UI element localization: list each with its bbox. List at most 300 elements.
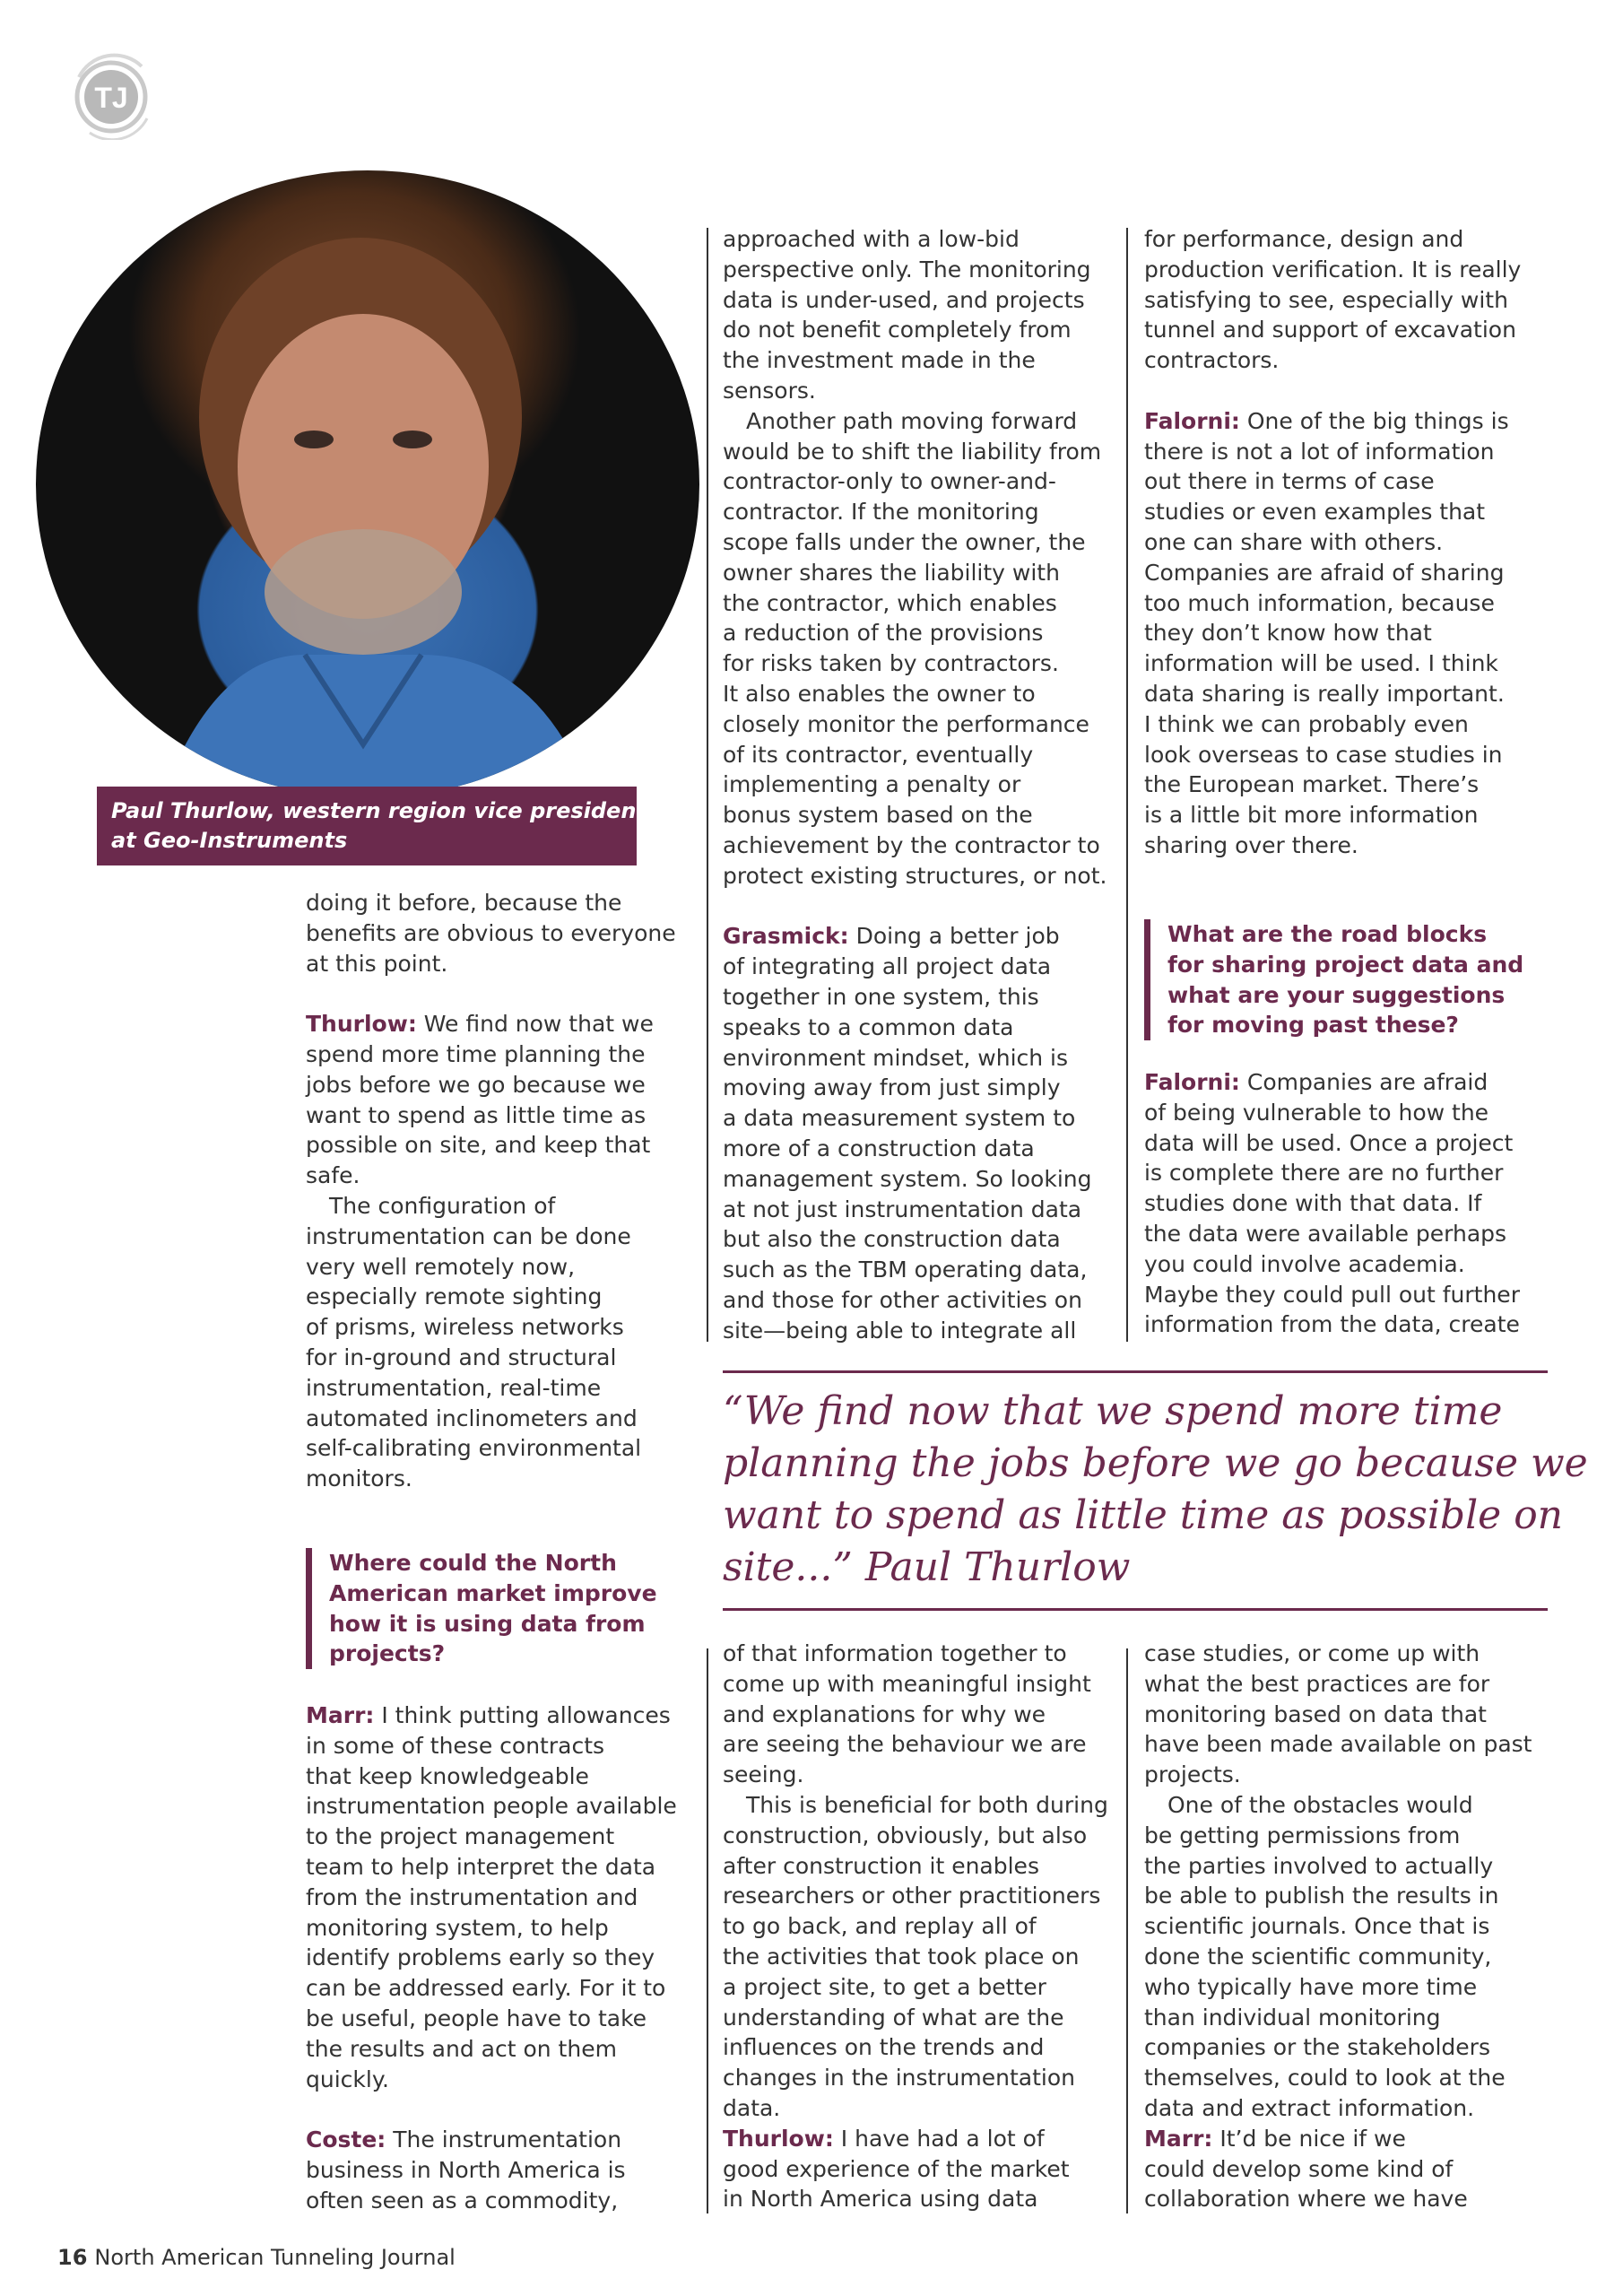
- text-line: [723, 1881, 1108, 1911]
- line-text: I have had a lot of: [833, 2125, 1045, 2152]
- text-line: [723, 1790, 1108, 1821]
- text-line: [723, 709, 1107, 740]
- text-line: [306, 1731, 677, 1761]
- text-line: [723, 861, 1107, 891]
- paragraph-gap: [1144, 376, 1521, 406]
- line-text: Companies are afraid of sharing: [1144, 559, 1505, 586]
- text-line: [723, 1669, 1108, 1700]
- line-text: come up with meaningful insight: [723, 1670, 1091, 1697]
- text-line: [306, 1852, 677, 1883]
- speaker-name: Marr:: [1144, 2125, 1213, 2152]
- text-line: [723, 1639, 1108, 1669]
- text-line: [1144, 1249, 1520, 1280]
- column-divider: [1126, 228, 1128, 1342]
- paragraph-gap: [306, 2094, 677, 2125]
- text-line: [1144, 1911, 1532, 1942]
- text-line: [1144, 618, 1521, 648]
- line-text: tunnel and support of excavation: [1144, 317, 1516, 344]
- text-line: [1144, 1219, 1520, 1249]
- text-line: [306, 1913, 677, 1944]
- line-text: instrumentation people available: [306, 1793, 677, 1820]
- text-line: [723, 1013, 1107, 1043]
- text-line: [306, 1883, 677, 1913]
- line-text: too much information, because: [1144, 589, 1495, 616]
- line-text: at not just instrumentation data: [723, 1196, 1082, 1222]
- line-text: identify problems early so they: [306, 1944, 655, 1971]
- question-line: how it is using data from: [329, 1610, 646, 1637]
- text-line: [1144, 709, 1521, 740]
- line-text: that keep knowledgeable: [306, 1762, 589, 1789]
- line-text: want to spend as little time as: [306, 1101, 647, 1128]
- question-line: for sharing project data and: [1167, 951, 1524, 978]
- line-text: We find now that we: [416, 1011, 654, 1038]
- text-line: [723, 1316, 1107, 1346]
- text-line: [723, 1942, 1108, 1972]
- line-text: I think putting allowances: [374, 1702, 671, 1728]
- text-line: [723, 1195, 1107, 1225]
- line-text: doing it before, because the: [306, 890, 622, 916]
- line-text: Maybe they could pull out further: [1144, 1281, 1520, 1308]
- line-text: of integrating all project data: [723, 953, 1052, 980]
- text-line: [1144, 1098, 1520, 1128]
- text-line: [723, 588, 1107, 619]
- text-line: [1144, 770, 1521, 800]
- line-text: are seeing the behaviour we are: [723, 1731, 1087, 1758]
- line-text: out there in terms of case: [1144, 468, 1435, 495]
- text-line: [306, 1464, 676, 1494]
- text-line: [1144, 588, 1521, 619]
- line-text: business in North America is: [306, 2156, 626, 2183]
- text-line: [723, 618, 1107, 648]
- text-line: [1144, 1158, 1520, 1188]
- pull-quote-line: “We find now that we spend more time: [723, 1388, 1503, 1434]
- line-text: of its contractor, eventually: [723, 741, 1034, 768]
- line-text: done the scientific community,: [1144, 1943, 1492, 1970]
- line-text: monitoring system, to help: [306, 1914, 609, 1941]
- line-text: closely monitor the performance: [723, 710, 1089, 737]
- line-text: I think we can probably even: [1144, 710, 1469, 737]
- text-line: [306, 1222, 676, 1252]
- text-line: [306, 2125, 677, 2155]
- text-line: [1144, 740, 1521, 770]
- line-text: very well remotely now,: [306, 1253, 576, 1280]
- text-line: [306, 2034, 677, 2065]
- line-text: especially remote sighting: [306, 1283, 603, 1310]
- pull-quote-text: [723, 1373, 1588, 1608]
- line-text: quickly.: [306, 2066, 390, 2092]
- line-text: monitoring based on data that: [1144, 1700, 1487, 1727]
- text-line: [723, 1073, 1107, 1103]
- text-line: [1144, 1067, 1520, 1098]
- line-text: there is not a lot of information: [1144, 438, 1495, 465]
- line-text: scientific journals. Once that is: [1144, 1913, 1490, 1940]
- line-text: One of the obstacles would: [1167, 1791, 1473, 1818]
- line-text: Doing a better job: [848, 923, 1060, 950]
- text-line: [306, 888, 676, 918]
- column-3-bottom: [1144, 1639, 1532, 2214]
- question-line: American market improve: [329, 1579, 657, 1606]
- caption-line: Paul Thurlow, western region vice president: [111, 798, 647, 823]
- line-text: case studies, or come up with: [1144, 1640, 1480, 1666]
- line-text: jobs before we go because we: [306, 1071, 646, 1098]
- text-line: [1144, 497, 1521, 527]
- text-line: [306, 1943, 677, 1973]
- question-line: What are the road blocks: [1167, 921, 1488, 947]
- text-line: [1144, 1729, 1532, 1760]
- line-text: benefits are obvious to everyone: [306, 919, 676, 946]
- line-text: This is beneficial for both during: [746, 1791, 1108, 1818]
- text-line: [306, 1252, 676, 1283]
- line-text: collaboration where we have: [1144, 2186, 1468, 2213]
- text-line: [723, 1729, 1108, 1760]
- line-text: production verification. It is really: [1144, 256, 1522, 283]
- text-line: [1144, 224, 1521, 255]
- line-text: environment mindset, which is: [723, 1044, 1069, 1071]
- text-line: [306, 1404, 676, 1434]
- text-line: [723, 648, 1107, 679]
- text-line: [306, 2186, 677, 2216]
- text-line: [306, 1100, 676, 1131]
- line-text: satisfying to see, especially with: [1144, 286, 1508, 313]
- line-text: together in one system, this: [723, 983, 1039, 1010]
- text-line: [723, 1911, 1108, 1942]
- text-line: [1144, 1639, 1532, 1669]
- line-text: the European market. There’s: [1144, 771, 1480, 798]
- line-text: the parties involved to actually: [1144, 1852, 1494, 1879]
- line-text: do not benefit completely from: [723, 317, 1072, 344]
- pull-quote-rule: [723, 1608, 1548, 1611]
- pull-quote-line: planning the jobs before we go because we: [723, 1440, 1588, 1486]
- line-text: of that information together to: [723, 1640, 1067, 1666]
- text-line: [1144, 679, 1521, 709]
- line-text: management system. So looking: [723, 1165, 1092, 1192]
- line-text: The instrumentation: [386, 2126, 622, 2153]
- text-line: [306, 949, 676, 979]
- text-line: [723, 315, 1107, 345]
- paragraph-gap: [306, 978, 676, 1009]
- line-text: companies or the stakeholders: [1144, 2034, 1490, 2061]
- text-line: [723, 437, 1107, 467]
- text-line: [1144, 648, 1521, 679]
- text-line: [306, 1791, 677, 1822]
- line-text: approached with a low-bid: [723, 226, 1020, 252]
- text-line: [1144, 1972, 1532, 2003]
- text-line: [306, 1191, 676, 1222]
- line-text: of prisms, wireless networks: [306, 1314, 624, 1341]
- text-line: [723, 831, 1107, 861]
- text-line: [306, 1700, 677, 1731]
- line-text: data sharing is really important.: [1144, 680, 1505, 707]
- line-text: scope falls under the owner, the: [723, 528, 1086, 555]
- line-text: studies done with that data. If: [1144, 1190, 1482, 1217]
- question-line: Where could the North: [329, 1550, 617, 1576]
- line-text: It’d be nice if we: [1212, 2125, 1406, 2152]
- line-text: you could involve academia.: [1144, 1250, 1465, 1277]
- line-text: information will be used. I think: [1144, 650, 1498, 677]
- line-text: changes in the instrumentation: [723, 2065, 1076, 2092]
- column-1-bottom: [306, 1700, 677, 2216]
- line-text: can be addressed early. For it to: [306, 1975, 666, 2002]
- line-text: team to help interpret the data: [306, 1853, 656, 1880]
- speaker-name: Thurlow:: [306, 1011, 417, 1038]
- text-line: [723, 1700, 1108, 1730]
- line-text: bonus system based on the: [723, 802, 1033, 829]
- photo-caption: [97, 787, 647, 865]
- text-line: [723, 558, 1107, 588]
- line-text: contractor. If the monitoring: [723, 499, 1039, 526]
- line-text: who typically have more time: [1144, 1973, 1478, 2000]
- line-text: be useful, people have to take: [306, 2005, 647, 2031]
- line-text: Companies are afraid: [1239, 1069, 1488, 1095]
- text-line: [723, 2093, 1108, 2124]
- text-line: [306, 1822, 677, 1852]
- line-text: monitors.: [306, 1465, 412, 1492]
- text-line: [1144, 285, 1521, 316]
- line-text: to the project management: [306, 1823, 615, 1850]
- line-text: projects.: [1144, 1761, 1241, 1788]
- text-line: [1144, 558, 1521, 588]
- line-text: is a little bit more information: [1144, 802, 1479, 829]
- text-line: [1144, 2093, 1532, 2124]
- line-text: It also enables the owner to: [723, 680, 1036, 707]
- text-line: [723, 527, 1107, 558]
- line-text: owner shares the liability with: [723, 559, 1060, 586]
- question-line: projects?: [329, 1640, 446, 1667]
- tj-logo-icon: [72, 50, 152, 140]
- text-line: [306, 2004, 677, 2034]
- text-line: [723, 285, 1107, 316]
- line-text: understanding of what are the: [723, 2004, 1064, 2031]
- text-line: [723, 2124, 1108, 2154]
- line-text: automated inclinometers and: [306, 1405, 638, 1431]
- text-line: [306, 1973, 677, 2004]
- portrait-photo: [36, 170, 699, 798]
- column-2-bottom: [723, 1639, 1108, 2214]
- text-line: [1144, 1760, 1532, 1790]
- line-text: data.: [723, 2094, 781, 2121]
- line-text: contractor-only to owner-and-: [723, 468, 1056, 495]
- line-text: achievement by the contractor to: [723, 831, 1100, 858]
- text-line: [1144, 527, 1521, 558]
- column-divider: [1126, 1648, 1128, 2213]
- text-line: [1144, 437, 1521, 467]
- text-line: [723, 2154, 1108, 2185]
- text-line: [1144, 2154, 1532, 2185]
- text-line: [723, 952, 1107, 982]
- speaker-name: Marr:: [306, 1702, 375, 1728]
- line-text: have been made available on past: [1144, 1731, 1532, 1758]
- line-text: perspective only. The monitoring: [723, 256, 1091, 283]
- text-line: [1144, 2032, 1532, 2063]
- line-text: be able to publish the results in: [1144, 1883, 1499, 1909]
- text-line: [1144, 1128, 1520, 1159]
- pull-quote: [723, 1370, 1588, 1611]
- text-line: [723, 1255, 1107, 1285]
- speaker-name: Grasmick:: [723, 923, 849, 950]
- text-line: [306, 1433, 676, 1464]
- text-line: [723, 982, 1107, 1013]
- line-text: data and extract information.: [1144, 2094, 1475, 2121]
- text-line: [1144, 1700, 1532, 1730]
- text-line: [723, 2003, 1108, 2033]
- line-text: implementing a penalty or: [723, 771, 1021, 798]
- line-text: at this point.: [306, 950, 448, 977]
- text-line: [1144, 800, 1521, 831]
- text-line: [1144, 1669, 1532, 1700]
- line-text: construction, obviously, but also: [723, 1822, 1088, 1848]
- text-line: [1144, 2124, 1532, 2154]
- text-line: [306, 1312, 676, 1343]
- text-line: [306, 2155, 677, 2186]
- text-line: [723, 345, 1107, 376]
- line-text: contractors.: [1144, 347, 1280, 374]
- line-text: spend more time planning the: [306, 1040, 646, 1067]
- text-line: [1144, 2184, 1532, 2214]
- column-3-middle: [1144, 1067, 1520, 1340]
- text-line: [306, 2065, 677, 2095]
- line-text: data will be used. Once a project: [1144, 1129, 1514, 1156]
- text-line: [1144, 1280, 1520, 1310]
- line-text: for performance, design and: [1144, 226, 1464, 252]
- line-text: the contractor, which enables: [723, 589, 1057, 616]
- publication-name: North American Tunneling Journal: [94, 2245, 456, 2270]
- text-line: [723, 679, 1107, 709]
- text-line: [306, 1130, 676, 1161]
- text-line: [1144, 466, 1521, 497]
- text-line: [723, 1043, 1107, 1074]
- line-text: after construction it enables: [723, 1852, 1039, 1879]
- text-line: [723, 466, 1107, 497]
- line-text: self-calibrating environmental: [306, 1435, 642, 1462]
- text-line: [1144, 1821, 1532, 1851]
- speaker-name: Falorni:: [1144, 1069, 1240, 1095]
- text-line: [723, 406, 1107, 437]
- text-line: [1144, 345, 1521, 376]
- text-line: [1144, 1790, 1532, 1821]
- text-line: [723, 921, 1107, 952]
- line-text: the investment made in the: [723, 347, 1036, 374]
- line-text: the data were available perhaps: [1144, 1220, 1507, 1247]
- line-text: the activities that took place on: [723, 1943, 1080, 1970]
- text-line: [306, 918, 676, 949]
- text-line: [723, 1821, 1108, 1851]
- text-line: [1144, 255, 1521, 285]
- column-3-top: [1144, 224, 1521, 861]
- page-number: 16: [57, 2245, 88, 2270]
- line-text: could develop some kind of: [1144, 2155, 1454, 2182]
- text-line: [723, 376, 1107, 406]
- line-text: such as the TBM operating data,: [723, 1257, 1088, 1283]
- text-line: [306, 1009, 676, 1039]
- text-line: [723, 255, 1107, 285]
- line-text: and those for other activities on: [723, 1286, 1082, 1313]
- line-text: speaks to a common data: [723, 1013, 1014, 1040]
- text-line: [1144, 315, 1521, 345]
- text-line: [306, 1373, 676, 1404]
- caption-line: at Geo-Instruments: [111, 828, 348, 853]
- column-2-top: [723, 224, 1107, 1345]
- speaker-name: Thurlow:: [723, 2125, 834, 2152]
- text-line: [1144, 831, 1521, 861]
- line-text: a project site, to get a better: [723, 1973, 1046, 2000]
- text-line: [306, 1761, 677, 1792]
- line-text: in some of these contracts: [306, 1732, 605, 1759]
- text-line: [306, 1070, 676, 1100]
- line-text: safe.: [306, 1162, 360, 1189]
- text-line: [306, 1039, 676, 1070]
- line-text: possible on site, and keep that: [306, 1132, 651, 1159]
- question-heading-2: [1144, 919, 1523, 1040]
- line-text: instrumentation can be done: [306, 1222, 631, 1249]
- line-text: a reduction of the provisions: [723, 620, 1044, 647]
- text-line: [723, 1851, 1108, 1882]
- text-line: [723, 2184, 1108, 2214]
- text-line: [723, 1972, 1108, 2003]
- text-line: [723, 770, 1107, 800]
- text-line: [1144, 1188, 1520, 1219]
- line-text: more of a construction data: [723, 1135, 1035, 1161]
- line-text: studies or even examples that: [1144, 499, 1486, 526]
- speaker-name: Coste:: [306, 2126, 386, 2153]
- line-text: protect existing structures, or not.: [723, 862, 1107, 889]
- text-line: [723, 224, 1107, 255]
- text-line: [1144, 1851, 1532, 1882]
- line-text: to go back, and replay all of: [723, 1913, 1037, 1940]
- text-line: [306, 1282, 676, 1312]
- text-line: [723, 1134, 1107, 1164]
- line-text: data is under-used, and projects: [723, 286, 1085, 313]
- text-line: [723, 1224, 1107, 1255]
- text-line: [1144, 1309, 1520, 1340]
- line-text: what the best practices are for: [1144, 1670, 1490, 1697]
- text-line: [723, 497, 1107, 527]
- text-line: [723, 1103, 1107, 1134]
- line-text: is complete there are no further: [1144, 1160, 1504, 1187]
- line-text: influences on the trends and: [723, 2034, 1045, 2061]
- line-text: information from the data, create: [1144, 1311, 1520, 1338]
- question-line: what are your suggestions: [1167, 981, 1506, 1008]
- text-line: [723, 1760, 1108, 1790]
- text-line: [1144, 2003, 1532, 2033]
- line-text: than individual monitoring: [1144, 2004, 1441, 2031]
- line-text: Another path moving forward: [746, 407, 1078, 434]
- paragraph-gap: [723, 891, 1107, 922]
- text-line: [1144, 2063, 1532, 2093]
- line-text: one can share with others.: [1144, 528, 1444, 555]
- line-text: for in-ground and structural: [306, 1344, 617, 1370]
- line-text: The configuration of: [329, 1192, 556, 1219]
- text-line: [723, 800, 1107, 831]
- text-line: [723, 1164, 1107, 1195]
- line-text: often seen as a commodity,: [306, 2187, 619, 2213]
- text-line: [306, 1161, 676, 1191]
- line-text: be getting permissions from: [1144, 1822, 1461, 1848]
- text-line: [1144, 406, 1521, 437]
- line-text: and explanations for why we: [723, 1700, 1046, 1727]
- line-text: they don’t know how that: [1144, 620, 1432, 647]
- line-text: One of the big things is: [1239, 407, 1509, 434]
- column-divider: [707, 228, 708, 1342]
- speaker-name: Falorni:: [1144, 407, 1240, 434]
- line-text: instrumentation, real-time: [306, 1374, 602, 1401]
- line-text: for risks taken by contractors.: [723, 650, 1059, 677]
- line-text: in North America using data: [723, 2186, 1038, 2213]
- text-line: [723, 740, 1107, 770]
- line-text: a data measurement system to: [723, 1105, 1076, 1132]
- line-text: themselves, could to look at the: [1144, 2065, 1506, 2092]
- text-line: [723, 2063, 1108, 2093]
- line-text: sensors.: [723, 377, 816, 404]
